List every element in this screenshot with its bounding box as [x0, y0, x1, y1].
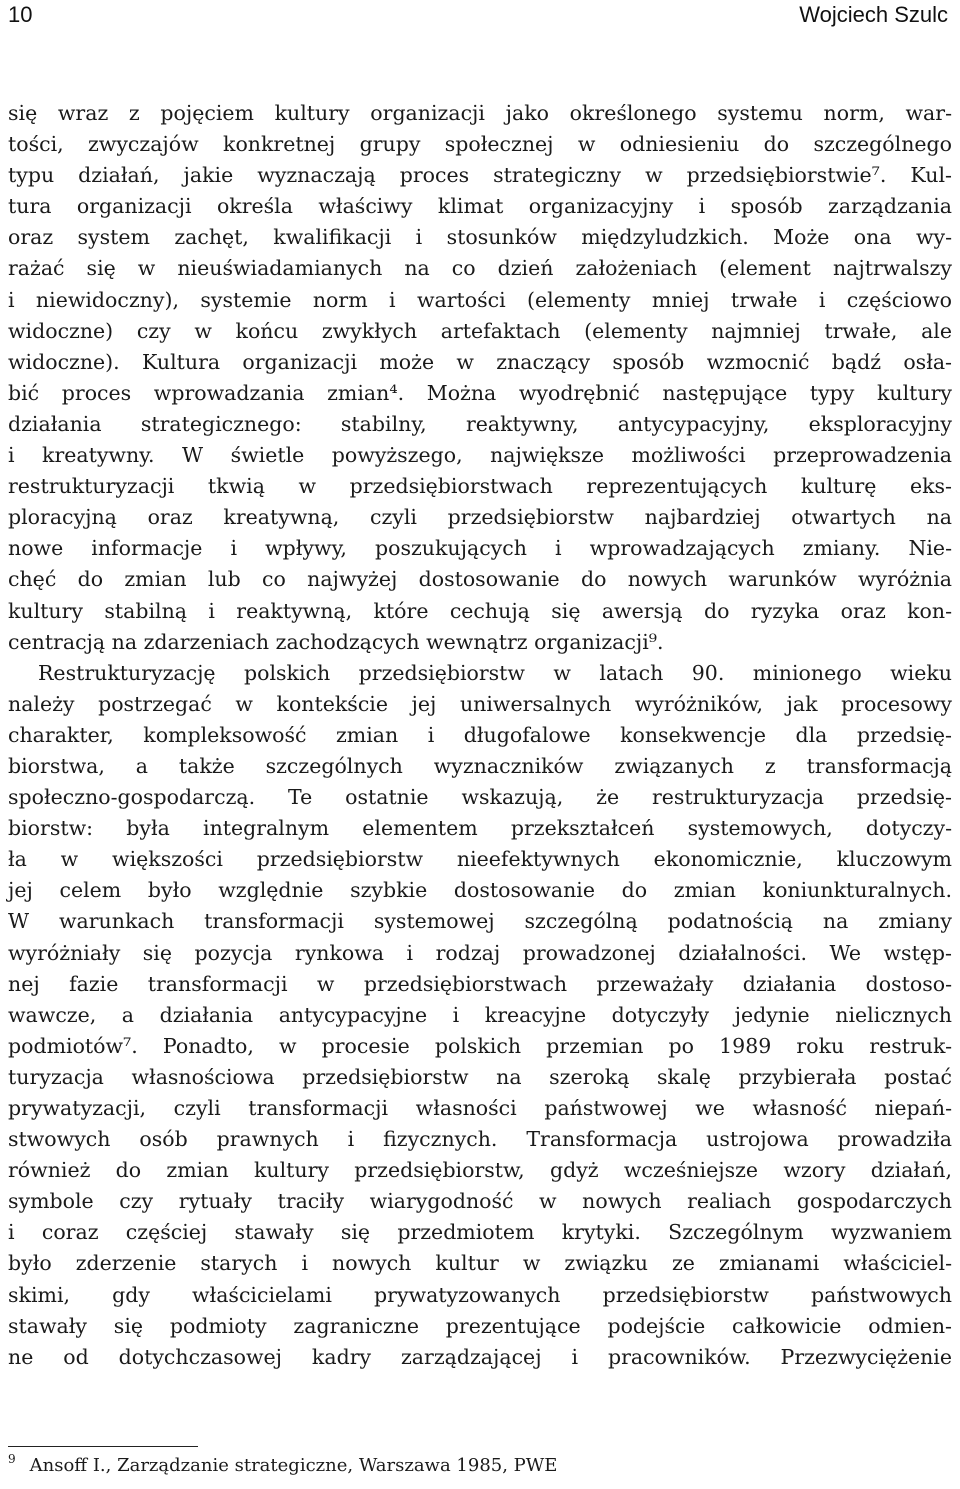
- text-line: tura organizacji określa właściwy klimat organizacyjny i sposób zarządzania: [8, 194, 952, 219]
- text-line: i kreatywny. W świetle powyższego, największe możliwości przeprowadzenia: [8, 443, 952, 468]
- text-line: turyzacja własnościowa przedsiębiorstw na szeroką skalę przybierała postać: [8, 1064, 952, 1089]
- text-line: również do zmian kultury przedsiębiorstw, gdyż wcześniejsze wzory działań,: [8, 1158, 952, 1183]
- text-line: symbole czy rytuały traciły wiarygodność w nowych realiach gospodarczych: [8, 1189, 952, 1214]
- page-number: 10: [8, 2, 33, 27]
- text-line: biorstw: była integralnym elementem przekształceń systemowych, dotyczy-: [8, 816, 952, 841]
- text-line: typu działań, jakie wyznaczają proces strategiczny w przedsiębiorstwie⁷. Kul-: [8, 163, 952, 188]
- text-line: i coraz częściej stawały się przedmiotem krytyki. Szczególnym wyzwaniem: [8, 1220, 952, 1245]
- text-line: rażać się w nieuświadamianych na co dzień założeniach (element najtrwalszy: [8, 256, 952, 281]
- text-line: i niewidoczny), systemie norm i wartości (elementy mniej trwałe i częściowo: [8, 287, 952, 312]
- text-line: się wraz z pojęciem kultury organizacji jako określonego systemu norm, war-: [8, 101, 952, 125]
- text-line: stwowych osób prawnych i fizycznych. Transformacja ustrojowa prowadziła: [8, 1127, 952, 1152]
- footnote-divider: [8, 1446, 198, 1447]
- text-line: oraz system zachęt, kwalifikacji i stosunków międzyludzkich. Może ona wy-: [8, 225, 952, 250]
- text-line: należy postrzegać w kontekście jej uniwersalnych wyróżników, jak procesowy: [8, 691, 952, 716]
- text-line: chęć do zmian lub co najwyżej dostosowanie do nowych warunków wyróżnia: [8, 567, 952, 592]
- footnote: [8, 1452, 558, 1476]
- text-line: bić proces wprowadzania zmian⁴. Można wyodrębnić następujące typy kultury: [8, 380, 952, 405]
- footnote-marker: 9: [8, 1452, 16, 1466]
- text-line: prywatyzacji, czyli transformacji własności państwowej we własność niepań-: [8, 1096, 952, 1120]
- text-line: W warunkach transformacji systemowej szczególną podatnością na zmiany: [8, 909, 952, 934]
- text-line: Restrukturyzację polskich przedsiębiorstw w latach 90. minionego wieku: [38, 660, 952, 685]
- text-line: wyróżniały się pozycja rynkowa i rodzaj prowadzonej działalności. We wstęp-: [8, 940, 952, 965]
- text-line: widoczne). Kultura organizacji może w znaczący sposób wzmocnić bądź osła-: [8, 349, 952, 374]
- body-text: [8, 98, 952, 1373]
- text-line: ploracyjną oraz kreatywną, czyli przedsiębiorstw najbardziej otwartych na: [8, 505, 952, 530]
- text-line: biorstwa, a także szczególnych wyznaczników związanych z transformacją: [8, 753, 952, 778]
- text-line: stawały się podmioty zagraniczne prezentujące podejście całkowicie odmien-: [8, 1313, 952, 1338]
- text-line: skimi, gdy właścicielami prywatyzowanych przedsiębiorstw państwowych: [8, 1282, 952, 1307]
- footnote-text: Ansoff I., Zarządzanie strategiczne, Warszawa 1985, PWE: [29, 1455, 558, 1476]
- text-line: nowe informacje i wpływy, poszukujących i wprowadzających zmiany. Nie-: [8, 536, 952, 561]
- text-line: restrukturyzacji tkwią w przedsiębiorstwach reprezentujących kulturę eks-: [8, 474, 952, 499]
- text-line: widoczne) czy w końcu zwykłych artefaktach (elementy najmniej trwałe, ale: [8, 318, 952, 343]
- page-header: [8, 0, 948, 34]
- text-line: jej celem było względnie szybkie dostosowanie do zmian koniunkturalnych.: [8, 878, 952, 903]
- text-line: podmiotów⁷. Ponadto, w procesie polskich przemian po 1989 roku restruk-: [8, 1033, 952, 1058]
- text-line: tości, zwyczajów konkretnej grupy społecznej w odniesieniu do szczególnego: [8, 132, 952, 157]
- text-line: ła w większości przedsiębiorstw nieefektywnych ekonomicznie, kluczowym: [8, 847, 952, 872]
- text-line: wawcze, a działania antycypacyjne i kreacyjne dotyczyły jedynie nielicznych: [8, 1002, 952, 1027]
- text-line: charakter, kompleksowość zmian i długofalowe konsekwencje dla przedsię-: [8, 722, 952, 747]
- text-line: nej fazie transformacji w przedsiębiorstwach przeważały działania dostoso-: [8, 971, 952, 996]
- text-line: centracją na zdarzeniach zachodzących wewnątrz organizacji⁹.: [8, 629, 664, 654]
- text-line: działania strategicznego: stabilny, reaktywny, antycypacyjny, eksploracyjny: [8, 411, 952, 436]
- text-line: było zderzenie starych i nowych kultur w związku ze zmianami właściciel-: [8, 1251, 952, 1276]
- text-line: ne od dotychczasowej kadry zarządzającej i pracowników. Przezwyciężenie: [8, 1344, 952, 1369]
- text-line: kultury stabilną i reaktywną, które cechują się awersją do ryzyka oraz kon-: [8, 598, 952, 623]
- running-head-author: Wojciech Szulc: [799, 2, 948, 27]
- text-line: społeczno-gospodarczą. Te ostatnie wskazują, że restrukturyzacja przedsię-: [8, 785, 952, 810]
